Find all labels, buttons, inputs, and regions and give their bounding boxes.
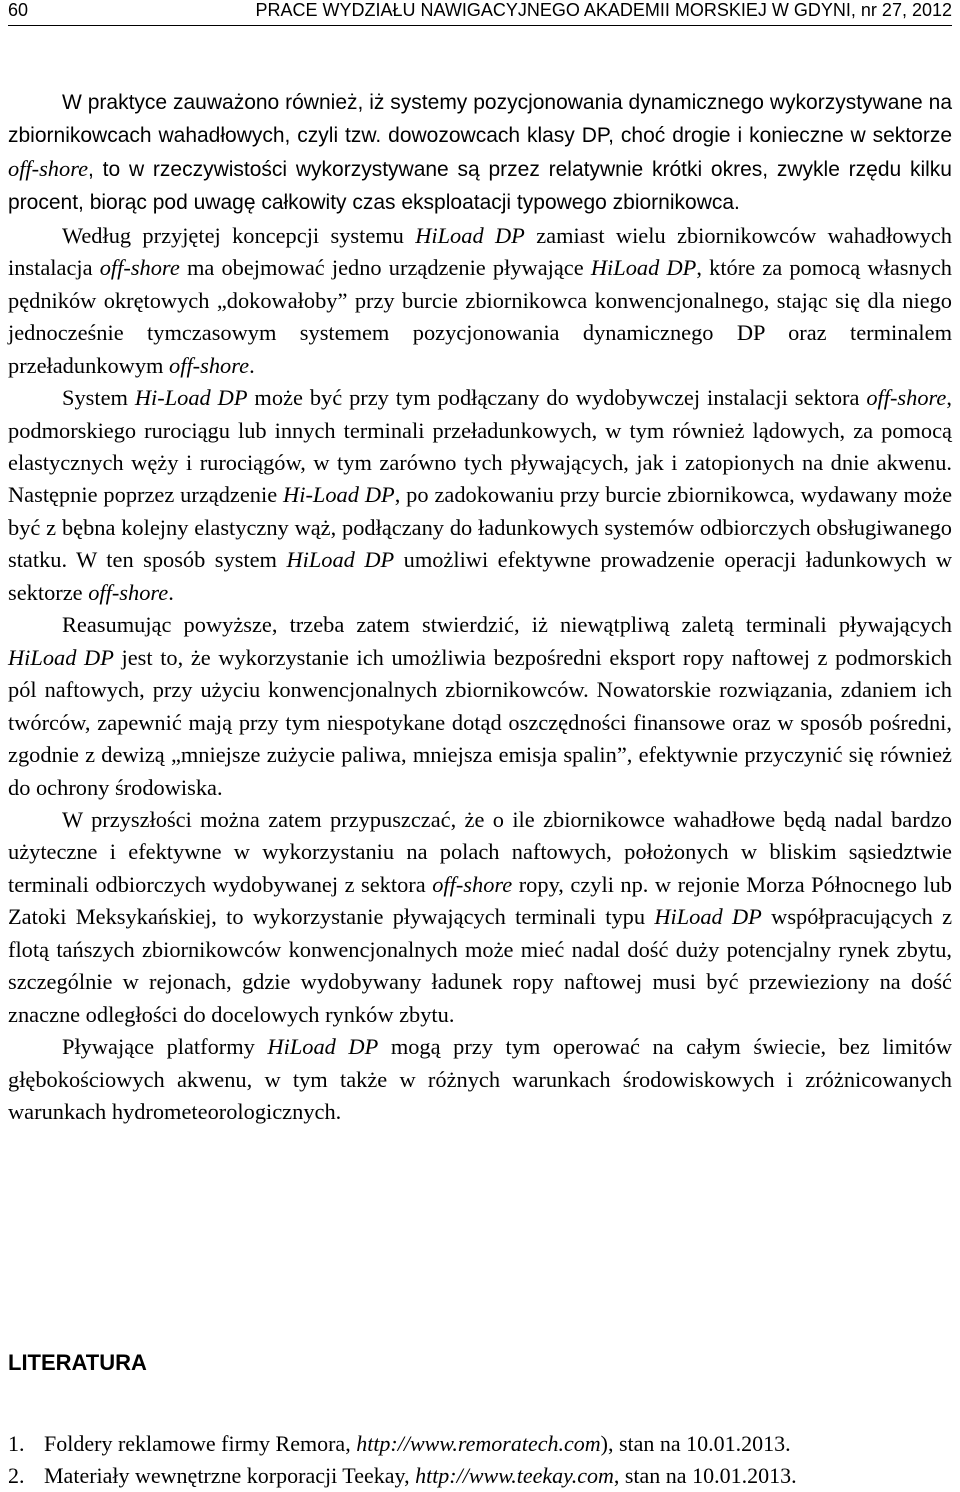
reference-list (8, 1428, 952, 1492)
italic-term: Hi-Load DP (283, 482, 395, 508)
italic-term: HiLoad DP (415, 222, 525, 248)
body-text (8, 86, 952, 1129)
paragraph-text: , to w rzeczywistości wykorzystywane są przez relatywnie krótki okres, zwykle rzędu kilku procent, biorąc pod uwagę całkowity czas eksploatacji typowego zbiornikowca. (8, 157, 952, 215)
reference-text-end: ), stan na 10.01.2013. (600, 1431, 791, 1456)
italic-term: off-shore (169, 352, 250, 378)
reference-link[interactable]: http://www.teekay.com (415, 1463, 614, 1488)
page-number: 60 (8, 0, 29, 20)
paragraph-text: może być przy tym podłączany do wydobywczej instalacji sektora (247, 385, 867, 411)
reference-item (8, 1460, 952, 1492)
paragraph-text: System (62, 385, 135, 411)
italic-term: off-shore (8, 155, 89, 181)
paragraph-text: W praktyce zauważono również, iż systemy pozycjonowania dynamicznego wykorzystywane na zbiornikowcach wahadłowych, czyli tzw. (8, 91, 952, 148)
paragraph-text: umożliwi efektywne prowadzenie operacji ładunkowych w sektorze (8, 547, 953, 605)
body-paragraph (8, 1031, 952, 1128)
italic-term: HiLoad DP (654, 904, 762, 930)
paragraph-text: ma obejmować jedno urządzenie pływające (179, 255, 591, 281)
italic-term: Hi-Load DP (134, 385, 248, 411)
paragraph-text: , po zadokowaniu przy burcie zbiornikowca, wydawany może być z bębna kolejny elastyczny wąż, podłączany do ładunkowych systemów odbiorczych obsługiwanego statku. W ten sposób system (8, 482, 953, 573)
reference-number: 2. (8, 1463, 25, 1488)
italic-term: HiLoad DP (8, 644, 114, 670)
paragraph-text: jest to, że wykorzystanie ich umożliwia bezpośredni eksport ropy naftowej z podmorskich pól naftowych, przy użyciu konwencjonalnych zbiornikowców. Nowatorskie rozwiązania, zdaniem ich twórców, zapewnić mają przy tym niespotykane dotąd oszczędności finansowe oraz w sposób pośredni, zgodnie z dewizą „mniejsze zużycie paliwa, mniejsza emisja spalin”, efektywnie przyczynić się również do ochrony środowiska. (8, 644, 952, 800)
running-title: PRACE WYDZIAŁU NAWIGACYJNEGO AKADEMII MORSKIEJ W GDYNI, nr 27, 2012 (255, 0, 952, 20)
body-paragraph (8, 86, 952, 220)
reference-item (8, 1428, 952, 1460)
paragraph-text: współpracujących z flotą tańszych zbiornikowców konwencjonalnych może mieć nadal dość duży potencjalny rynek zbytu, szczególnie w rejonach, gdzie wydobywany ładunek ropy naftowej musi być przewieziony na dość znaczne odległości do docelowych rynków zbytu. (8, 904, 953, 1027)
italic-term: HiLoad DP (286, 547, 395, 573)
body-paragraph (8, 382, 952, 609)
italic-term: off-shore (88, 579, 169, 605)
reference-link[interactable]: http://www.remoratech.com (356, 1431, 601, 1456)
page-header (8, 0, 952, 26)
body-paragraph (8, 220, 952, 382)
body-paragraph (8, 609, 952, 804)
header-rule (8, 25, 952, 26)
paragraph-text: dowozowcach klasy DP, choć drogie i konieczne w sektorze (388, 124, 952, 148)
italic-term: off-shore (866, 385, 947, 411)
italic-term: HiLoad DP (590, 255, 697, 281)
body-paragraph (8, 804, 952, 1031)
italic-term: off-shore (99, 255, 180, 281)
paragraph-text: , podmorskiego rurociągu lub innych terminali przeładunkowych, w tym również lądowych, za pomocą elastycznych węży i rurociągów, w tym zarówno tych pływających, jak i zatopionych na dnie akwenu. Następnie poprzez urządzenie (8, 385, 952, 508)
reference-text: Foldery reklamowe firmy Remora, (44, 1431, 357, 1456)
paragraph-text: . (168, 579, 174, 605)
paragraph-text: ropy, czyli np. w rejonie Morza Północnego lub Zatoki Meksykańskiej, to wykorzystanie pływających terminali typu (8, 871, 952, 930)
paragraph-text: Reasumując powyższe, trzeba zatem stwierdzić, iż niewątpliwą zaletą terminali pływających (62, 612, 952, 638)
reference-text-end: , stan na 10.01.2013. (613, 1463, 797, 1488)
paragraph-text: Według przyjętej koncepcji systemu (62, 222, 416, 248)
italic-term: HiLoad DP (267, 1034, 379, 1060)
literature-heading: LITERATURA (8, 1350, 147, 1375)
paragraph-text: W przyszłości można zatem przypuszczać, że o ile zbiornikowce wahadłowe będą nadal bardzo użyteczne i efektywne w wykorzystaniu na polach naftowych, położonych w bliskim sąsiedztwie terminali odbiorczych wydobywanej z sektora (8, 806, 952, 897)
paragraph-text: zamiast wielu zbiornikowców wahadłowych instalacja (8, 222, 952, 281)
italic-term: off-shore (432, 871, 513, 897)
paragraph-text: Pływające platformy (62, 1034, 268, 1060)
reference-text: Materiały wewnętrzne korporacji Teekay, (44, 1463, 416, 1488)
paragraph-text: . (249, 352, 255, 378)
paragraph-text: , które za pomocą własnych pędników okrętowych „dokowałoby” przy burcie zbiornikowca konwencjonalnego, stając się dla niego jednocześnie tymczasowym systemem pozycjonowania dynamicznego DP oraz terminalem przeładunkowym (8, 255, 952, 378)
paragraph-text: mogą przy tym operować na całym świecie, bez limitów głębokościowych akwenu, w tym także w różnych warunkach środowiskowych i zróżnicowanych warunkach hydrometeorologicznych. (8, 1034, 952, 1125)
reference-number: 1. (8, 1431, 25, 1456)
